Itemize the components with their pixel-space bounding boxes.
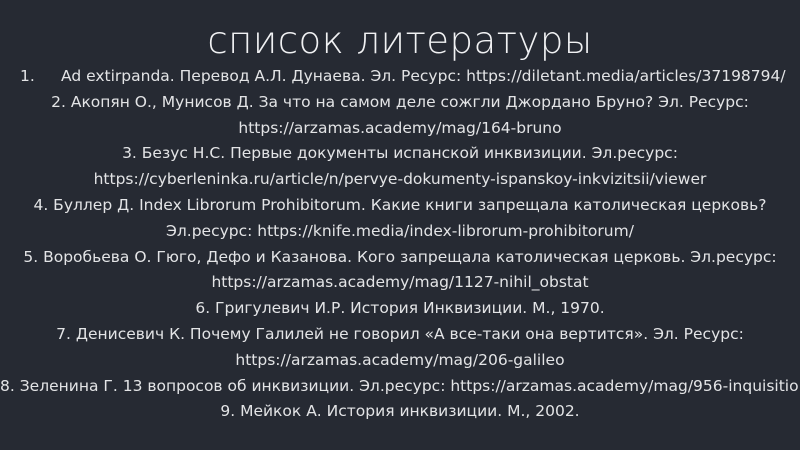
reference-item-9: 9. Мейкок А. История инквизиции. М., 2002. (220, 402, 580, 421)
reference-item-5-line-2: https://arzamas.academy/mag/1127-nihil_obstat (211, 273, 589, 292)
reference-item-6: 6. Григулевич И.Р. История Инквизиции. М., 1970. (195, 299, 605, 318)
reference-item-1 (0, 64, 800, 90)
reference-item-3-line-2: https://cyberleninka.ru/article/n/pervye-dokumenty-ispanskoy-inkvizitsii/viewer (93, 170, 707, 189)
reference-text-1: Ad extirpanda. Перевод А.Л. Дунаева. Эл. Ресурс: https://diletant.media/articles/37198794/ (61, 67, 786, 85)
reference-item-7-line-2: https://arzamas.academy/mag/206-galileo (235, 350, 565, 369)
reference-list (0, 64, 800, 425)
slide-title: список литературы (207, 19, 593, 62)
reference-item-8: 8. Зеленина Г. 13 вопросов об инквизиции. Эл.ресурс: https://arzamas.academy/mag/956-inquisitio (0, 376, 799, 395)
reference-item-7-line-1: 7. Денисевич К. Почему Галилей не говорил «А все-таки она вертится». Эл. Ресурс: (56, 324, 744, 343)
reference-item-2-line-1: 2. Акопян О., Мунисов Д. За что на самом деле сожгли Джордано Бруно? Эл. Ресурс: (51, 92, 749, 111)
reference-item-4-line-1: 4. Буллер Д. Index Librorum Prohibitorum. Какие книги запрещала католическая церковь? (33, 195, 767, 214)
reference-item-5-line-1: 5. Воробьева О. Гюго, Дефо и Казанова. Кого запрещала католическая церковь. Эл.ресурс: (23, 247, 777, 266)
reference-item-2-line-2: https://arzamas.academy/mag/164-bruno (238, 118, 562, 137)
reference-item-3-line-1: 3. Безус Н.С. Первые документы испанской инквизиции. Эл.ресурс: (122, 144, 678, 163)
reference-item-4-line-2: Эл.ресурс: https://knife.media/index-librorum-prohibitorum/ (166, 221, 634, 240)
reference-number-1: 1. (20, 67, 35, 85)
